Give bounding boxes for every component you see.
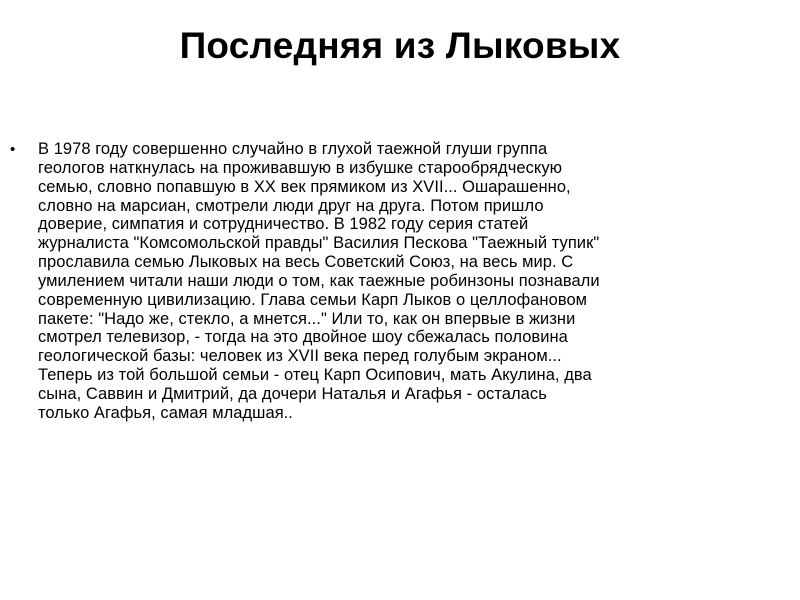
paragraph-line: сына, Саввин и Дмитрий, да дочери Наталья и Агафья - осталась — [38, 384, 547, 403]
bullet-paragraph — [38, 140, 768, 423]
paragraph-line: журналиста "Комсомольской правды" Василия Пескова "Таежный тупик" — [38, 234, 600, 253]
paragraph-line: словно на марсиан, смотрели люди друг на друга. Потом пришло — [38, 196, 544, 215]
paragraph-line: прославила семью Лыковых на весь Советский Союз, на весь мир. С — [38, 253, 574, 272]
paragraph-line: семью, словно попавшую в XX век прямиком из XVII... Ошарашенно, — [38, 177, 571, 196]
slide-body — [10, 140, 780, 423]
paragraph-line: только Агафья, самая младшая.. — [38, 403, 293, 422]
bullet-item — [10, 140, 780, 423]
paragraph-line: геологов наткнулась на проживавшую в избушке старообрядческую — [38, 158, 563, 177]
paragraph-line: пакете: "Надо же, стекло, а мнется..." Или то, как он впервые в жизни — [38, 309, 576, 328]
paragraph-line: доверие, симпатия и сотрудничество. В 1982 году серия статей — [38, 215, 529, 234]
bullet-icon: • — [10, 141, 16, 158]
paragraph-line: геологической базы: человек из XVII века перед голубым экраном... — [38, 347, 562, 366]
paragraph-line: умилением читали наши люди о том, как таежные робинзоны познавали — [38, 271, 600, 290]
paragraph-line: современную цивилизацию. Глава семьи Карп Лыков о целлофановом — [38, 290, 588, 309]
paragraph-line: В 1978 году совершенно случайно в глухой таежной глуши группа — [38, 140, 548, 158]
paragraph-line: смотрел телевизор, - тогда на это двойное шоу сбежалась половина — [38, 328, 568, 347]
paragraph-line: Теперь из той большой семьи - отец Карп Осипович, мать Акулина, два — [38, 366, 592, 385]
slide-title: Последняя из Лыковых — [179, 25, 621, 66]
